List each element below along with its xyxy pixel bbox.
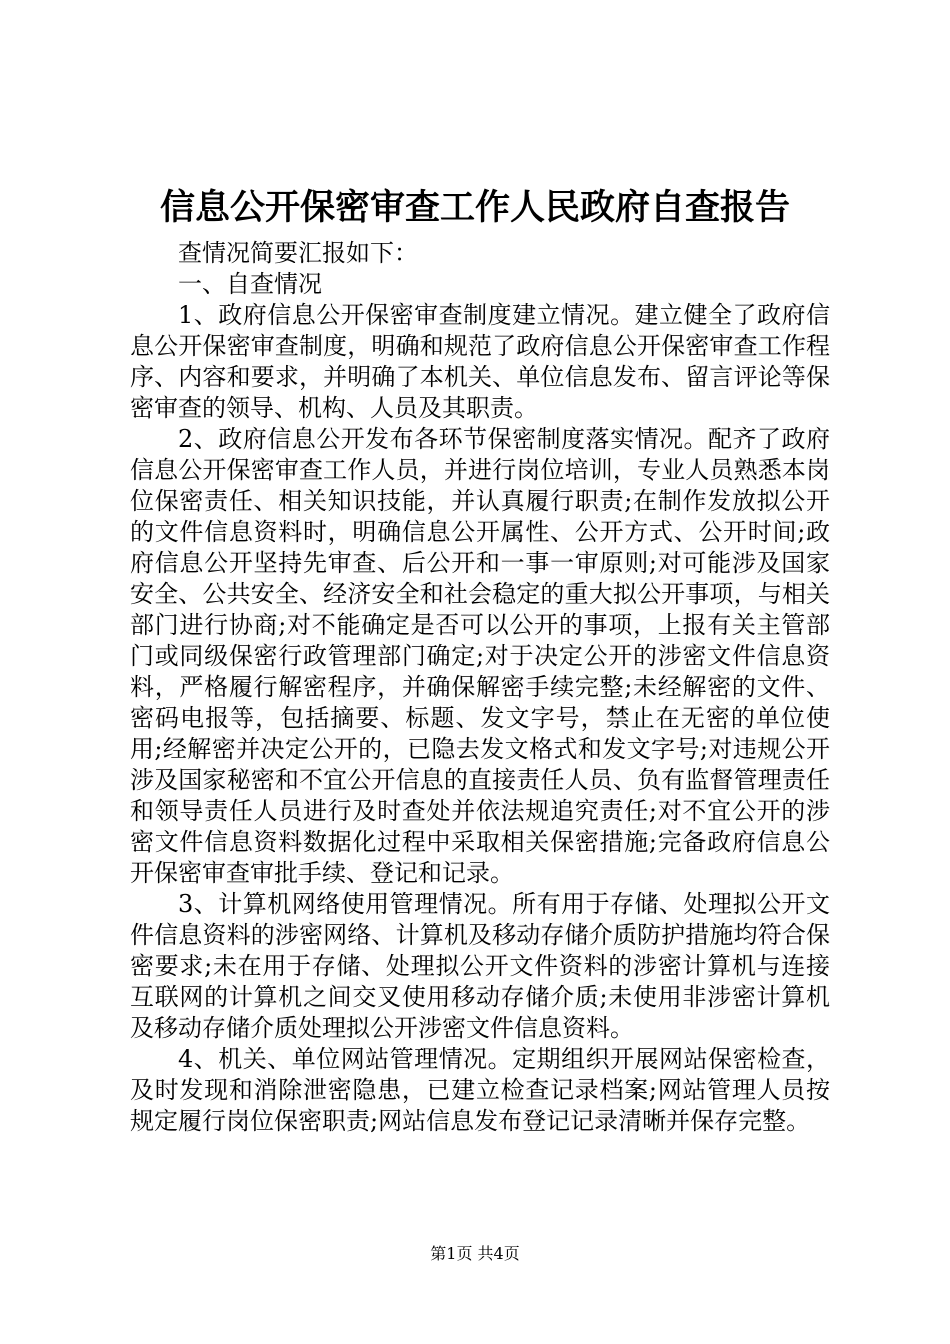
paragraph-4: 4、机关、单位网站管理情况。定期组织开展网站保密检查，及时发现和消除泄密隐患，已建立检查记录档案;网站管理人员按规定履行岗位保密职责;网站信息发布登记记录清晰并保存完整。 [130,1045,830,1135]
document-title: 信息公开保密审查工作人民政府自查报告 [159,187,790,228]
paragraph-intro: 查情况简要汇报如下： [178,239,418,267]
paragraph-2: 2、政府信息公开发布各环节保密制度落实情况。配齐了政府信息公开保密审查工作人员，并进行岗位培训，专业人员熟悉本岗位保密责任、相关知识技能，并认真履行职责;在制作发放拟公开的文件信息资料时，明确信息公开属性、公开方式、公开时间;政府信息公开坚持先审查、后公开和一事一审原则;对可能涉及国家安全、公共安全、经济安全和社会稳定的重大拟公开事项，与相关部门进行协商;对不能确定是否可以公开的事项，上报有关主管部门或同级保密行政管理部门确定;对于决定公开的涉密文件信息资料，严格履行解密程序，并确保解密手续完整;未经解密的文件、密码电报等，包括摘要、标题、发文字号，禁止在无密的单位使用;经解密并决定公开的，已隐去发文格式和发文字号;对违规公开涉及国家秘密和不宜公开信息的直接责任人员、负有监督管理责任和领导责任人员进行及时查处并依法规追究责任;对不宜公开的涉密文件信息资料数据化过程中采取相关保密措施;完备政府信息公开保密审查审批手续、登记和记录。 [130,425,830,887]
document-body [130,238,830,1137]
paragraph-1: 1、政府信息公开保密审查制度建立情况。建立健全了政府信息公开保密审查制度，明确和规范了政府信息公开保密审查工作程序、内容和要求，并明确了本机关、单位信息发布、留言评论等保密审查的领导、机构、人员及其职责。 [130,301,830,422]
section-heading: 一、自查情况 [178,270,322,298]
page-footer: 第1页 共4页 [430,1244,520,1263]
paragraph-3: 3、计算机网络使用管理情况。所有用于存储、处理拟公开文件信息资料的涉密网络、计算机及移动存储介质防护措施均符合保密要求;未在用于存储、处理拟公开文件资料的涉密计算机与连接互联网的计算机之间交叉使用移动存储介质;未使用非涉密计算机及移动存储介质处理拟公开涉密文件信息资料。 [130,890,830,1042]
